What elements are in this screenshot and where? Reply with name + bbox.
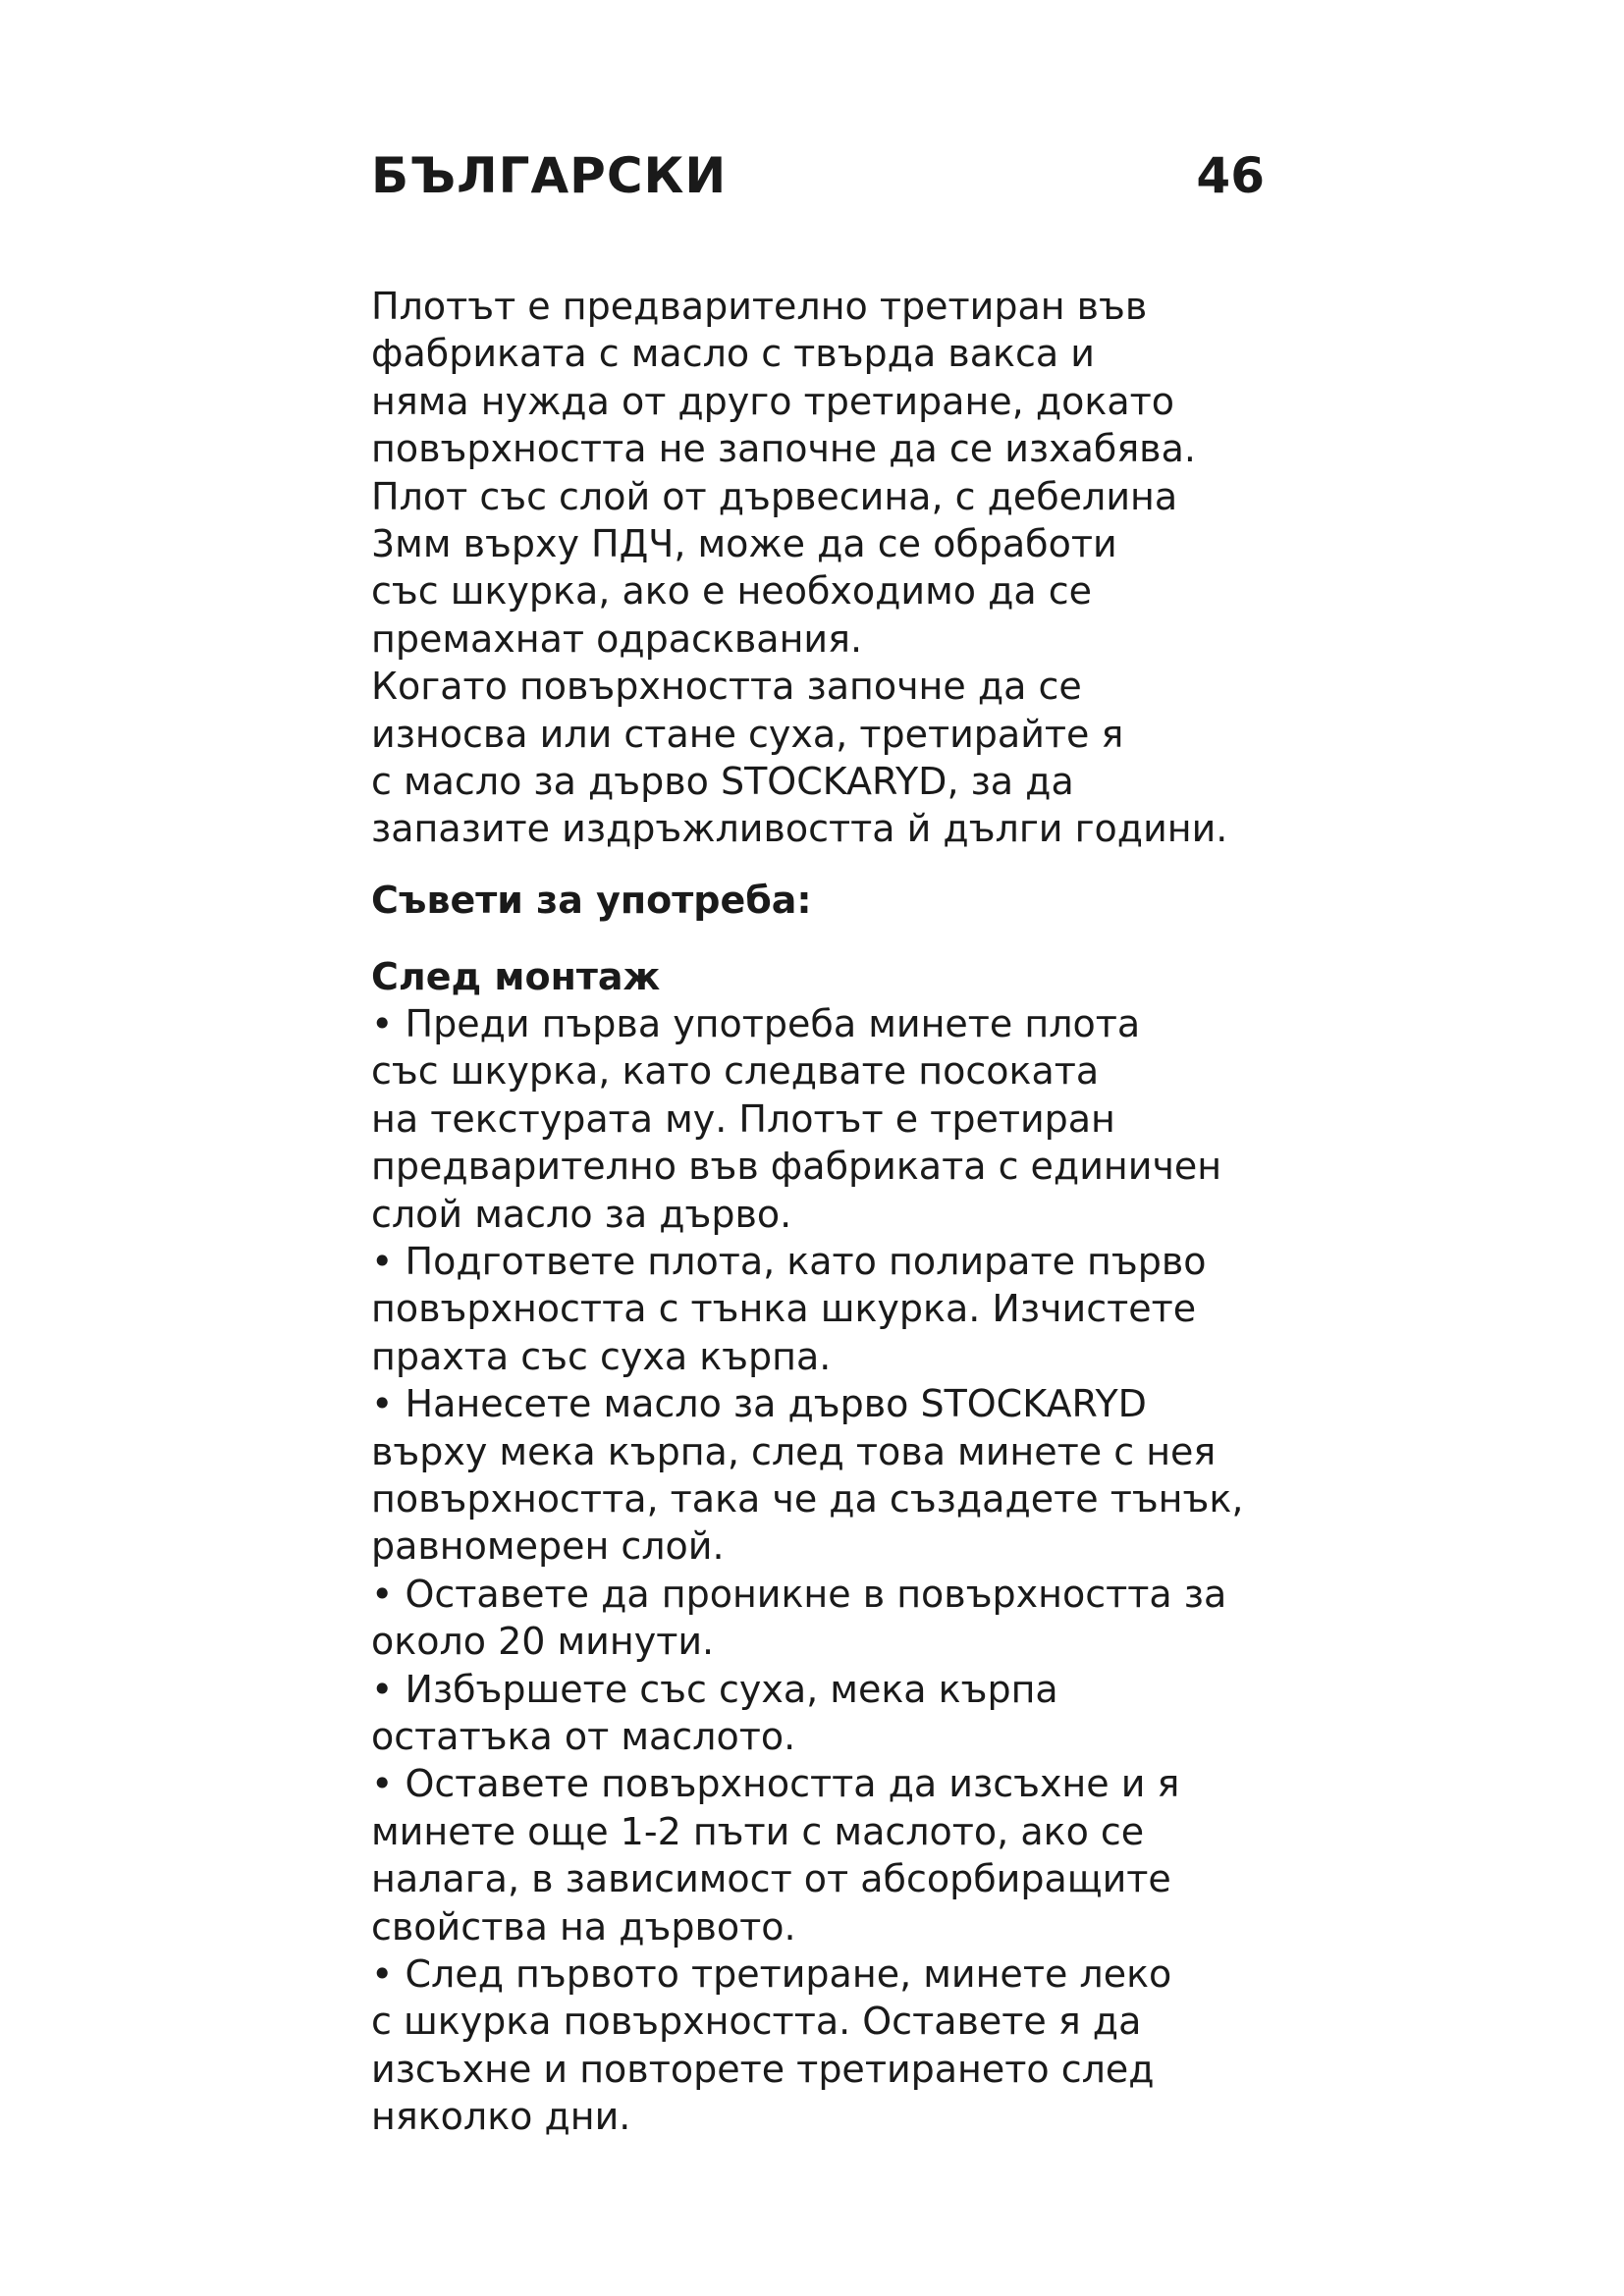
intro-paragraph (371, 283, 1274, 853)
document-page (371, 147, 1274, 2141)
intro-line: Плот със слой от дървесина, с дебелина (371, 474, 1178, 518)
list-line: свойства на дървото. (371, 1904, 796, 1949)
list-line: • Оставете повърхността да изсъхне и я (371, 1762, 1180, 1806)
list-line: на текстурата му. Плотът е третиран (371, 1096, 1115, 1141)
intro-line: износва или стане суха, третирайте я (371, 712, 1124, 756)
language-heading: БЪЛГАРСКИ (371, 147, 728, 204)
list-line: прахта със суха кърпа. (371, 1334, 832, 1378)
intro-line: запазите издръжливостта й дълги години. (371, 807, 1228, 851)
intro-line: Плотът е предварително третиран във (371, 285, 1148, 328)
list-line: повърхността, така че да създадете тънък, (371, 1476, 1244, 1521)
intro-line: повърхността не започне да се изхабява. (371, 427, 1196, 471)
list-line: предварително във фабриката с единичен (371, 1145, 1222, 1189)
list-line: • Подгответе плота, като полирате първо (371, 1239, 1207, 1283)
list-line: • Нанесете масло за дърво STOCKARYD (371, 1382, 1147, 1426)
section-title: Съвети за употреба: (371, 878, 812, 922)
list-line: повърхността с тънка шкурка. Изчистете (371, 1287, 1197, 1331)
list-line: • Оставете да проникне в повърхността за (371, 1572, 1227, 1616)
intro-line: фабриката с масло с твърда вакса и (371, 332, 1095, 376)
list-line: слой масло за дърво. (371, 1192, 792, 1236)
list-line: около 20 минути. (371, 1620, 715, 1664)
list-line: • Избършете със суха, мека кърпа (371, 1667, 1058, 1711)
subsection-title: След монтаж (371, 954, 661, 998)
list-line: налага, в зависимост от абсорбиращите (371, 1857, 1171, 1901)
intro-line: премахнат одрасквания. (371, 616, 863, 661)
intro-line: със шкурка, ако е необходимо да се (371, 569, 1092, 614)
page-number: 46 (1196, 147, 1265, 204)
list-line: изсъхне и повторете третирането след (371, 2047, 1155, 2091)
list-line: със шкурка, като следвате посоката (371, 1049, 1100, 1094)
page-header (371, 147, 1274, 236)
list-line: остатъка от маслото. (371, 1714, 796, 1758)
list-line: с шкурка повърхността. Оставете я да (371, 2000, 1142, 2044)
list-line: • Преди първа употреба минете плота (371, 1001, 1141, 1045)
list-line: върху мека кърпа, след това минете с нея (371, 1429, 1217, 1473)
intro-line: Когато повърхността започне да се (371, 665, 1082, 709)
list-line: • След първото третиране, минете леко (371, 1952, 1172, 1996)
list-line: минете още 1-2 пъти с маслото, ако се (371, 1809, 1145, 1853)
list-line: няколко дни. (371, 2095, 631, 2139)
intro-line: с масло за дърво STOCKARYD, за да (371, 760, 1074, 804)
intro-line: 3мм върху ПДЧ, може да се обработи (371, 522, 1117, 566)
list-line: равномерен слой. (371, 1524, 725, 1569)
instruction-list (371, 1000, 1274, 2141)
intro-line: няма нужда от друго третиране, докато (371, 379, 1174, 423)
